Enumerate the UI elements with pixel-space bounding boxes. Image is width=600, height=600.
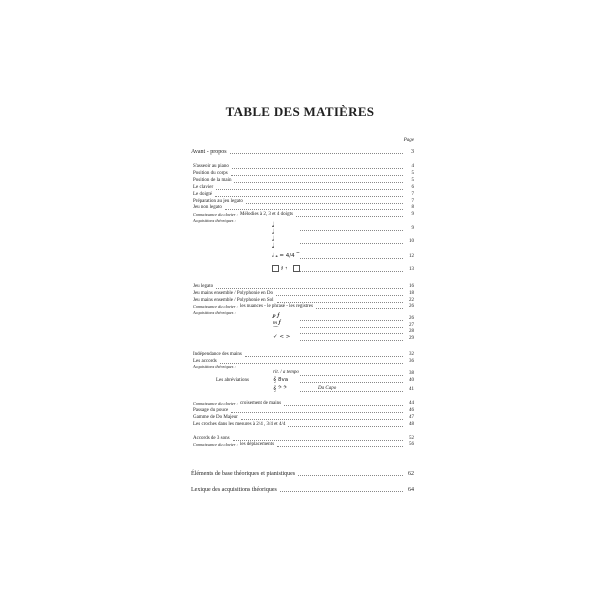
leader-dots: [220, 363, 403, 364]
leader-dots: [288, 426, 403, 427]
toc-entry-label: Connaissance du clavier :: [193, 212, 238, 217]
leader-dots: [231, 412, 403, 413]
leader-dots: [225, 209, 403, 210]
toc-sub-entry-page-number: 29: [409, 336, 414, 341]
toc-entry-label: S'asseoir au piano: [193, 164, 229, 169]
leader-dots: [216, 189, 403, 190]
toc-entry-page-number: 64: [408, 487, 414, 493]
half-notes-icon: 𝅗𝅥 𝅘𝅥: [272, 235, 275, 250]
toc-entry-page-number: 62: [408, 471, 414, 477]
toc-entry-page-number: 7: [411, 192, 414, 197]
leader-dots: [300, 340, 403, 341]
quarter-notes-icon: 𝅘𝅥 𝅗𝅥: [272, 221, 275, 236]
toc-entry-lexique: [191, 486, 414, 493]
toc-entry-label: Connaissance du clavier :: [193, 304, 238, 309]
leader-dots: [230, 153, 403, 154]
toc-entry-connaissance-3: [193, 400, 414, 407]
toc-entry-label: Connaissance du clavier :: [193, 401, 238, 406]
toc-entry-label: Connaissance du clavier :: [193, 442, 238, 447]
note-acq-3: Acquisitions théoriques :: [193, 364, 236, 369]
toc-sub-entry-sub-29: [300, 335, 414, 342]
toc-entry-connaissance-2: [193, 303, 414, 310]
toc-sub-entry-page-number: 40: [409, 378, 414, 383]
toc-entry-elements-base: [191, 470, 414, 477]
leader-dots: [300, 320, 403, 321]
toc-entry-page-number: 26: [409, 304, 414, 309]
toc-entry-page-number: 18: [409, 291, 414, 296]
rest-signs-icon: 𝄽 𝄾: [272, 265, 302, 273]
clef-signs-icon: 𝄞 𝄢 𝄢: [273, 386, 287, 392]
toc-entry-page-number: 8: [411, 205, 414, 210]
octave-marks-icon: 𝄞 8va: [273, 377, 289, 383]
leader-dots: [245, 356, 403, 357]
abbreviations-label: Les abréviations: [216, 378, 249, 383]
toc-entry-label: Jeu mains ensemble / Polyphonie en Sol: [193, 298, 274, 303]
toc-entry-label: Position du corps: [193, 171, 228, 176]
leader-dots: [216, 288, 403, 289]
leader-dots: [277, 446, 403, 447]
leader-dots: [300, 243, 403, 244]
toc-entry-label: Passage du pouce: [193, 408, 229, 413]
leader-dots: [316, 308, 403, 309]
leader-dots: [298, 475, 403, 476]
toc-entry-page-number: 5: [411, 178, 414, 183]
toc-entry-page-number: 46: [409, 408, 414, 413]
toc-entry-label: Le clavier: [193, 185, 214, 190]
toc-entry-label: Éléments de base théoriques et pianistiques: [191, 471, 296, 477]
toc-entry-label: Avant - propos: [191, 149, 227, 155]
toc-entry-label: Jeu legato: [193, 284, 214, 289]
toc-entry-gamme-do: [193, 414, 414, 421]
toc-sub-entry-sub-40: [300, 377, 414, 384]
toc-entry-page-number: 48: [409, 422, 414, 427]
toc-sub-entry-page-number: 38: [409, 371, 414, 376]
leader-dots: [300, 333, 403, 334]
toc-entry-position-corps: [193, 170, 414, 177]
leader-dots: [280, 491, 403, 492]
toc-entry-label: Le doigté: [193, 192, 213, 197]
toc-entry-label: Jeu non legato: [193, 205, 222, 210]
toc-sub-entry-sub-26: [300, 315, 414, 322]
toc-sub-entry-sub-10: [300, 238, 414, 245]
leader-dots: [296, 216, 403, 217]
leader-dots: [276, 295, 403, 296]
whole-note-time-signature-icon: 𝅗𝅥 𝅝 = 4/4 𝄻: [272, 250, 300, 259]
leader-dots: [300, 391, 403, 392]
toc-entry-page-number: 32: [409, 352, 414, 357]
toc-sub-entry-page-number: 9: [411, 226, 414, 231]
toc-entry-connaissance-1: [193, 211, 414, 218]
toc-sub-entry-sub-38: [300, 370, 414, 377]
toc-sub-entry-page-number: 41: [409, 387, 414, 392]
toc-sub-entry-page-number: 12: [409, 254, 414, 259]
toc-entry-page-number: 52: [409, 436, 414, 441]
leader-dots: [300, 230, 403, 231]
toc-entry-avant-propos: [191, 148, 414, 155]
toc-entry-label: Gamme de Do Majeur: [193, 415, 238, 420]
leader-dots: [231, 175, 403, 176]
toc-entry-page-number: 5: [411, 171, 414, 176]
da-capo-label: Da Capo: [318, 386, 337, 391]
toc-sub-entry-sub-12: [300, 253, 414, 260]
leader-dots: [300, 258, 403, 259]
toc-entry-page-number: 4: [411, 164, 414, 169]
leader-dots: [284, 405, 403, 406]
toc-entry-label-detail: croisement de mains: [240, 401, 282, 406]
toc-sub-entry-sub-13: [300, 266, 414, 273]
page-title: TABLE DES MATIÈRES: [225, 104, 375, 119]
toc-sub-entry-page-number: 27: [409, 323, 414, 328]
toc-entry-label: Préparation au jeu legato: [193, 199, 243, 204]
toc-entry-label-detail: Mélodies à 2, 3 et 4 doigts: [240, 212, 293, 217]
leader-dots: [300, 382, 403, 383]
leader-dots: [241, 419, 403, 420]
time-signature-text: 𝅝 = 4/4: [275, 253, 295, 259]
accent-crescendo-icon: ✓ < >: [273, 334, 291, 340]
dynamics-mp-mf-icon: 𝆐 𝆑: [273, 320, 281, 326]
toc-entry-page-number: 36: [409, 359, 414, 364]
slur-icon: ⌒: [273, 327, 279, 333]
toc-entry-label: Les croches dans les mesures à 2/4 , 3/4 et 4/4: [193, 422, 286, 427]
toc-entry-page-number: 47: [409, 415, 414, 420]
toc-entry-label: Les accords: [193, 359, 217, 364]
toc-entry-s-asseoir: [193, 163, 414, 170]
toc-entry-croches: [193, 421, 414, 428]
toc-entry-label-detail: les nuances - le phrasé - les registres: [240, 304, 313, 309]
toc-sub-entry-page-number: 26: [409, 316, 414, 321]
toc-entry-label: Position de la main: [193, 178, 232, 183]
leader-dots: [300, 375, 403, 376]
toc-entry-position-main: [193, 177, 414, 184]
toc-entry-page-number: 22: [409, 298, 414, 303]
toc-entry-jeu-non-legato: [193, 204, 414, 211]
toc-entry-label-detail: les déplacements: [240, 442, 275, 447]
toc-entry-page-number: 9: [411, 212, 414, 217]
toc-entry-connaissance-4: [193, 441, 414, 448]
rit-a-tempo-label: rit. / a tempo: [273, 370, 299, 375]
toc-entry-jeu-legato: [193, 283, 414, 290]
toc-sub-entry-sub-9: [300, 225, 414, 232]
toc-entry-label: Accords de 3 sons: [193, 436, 230, 441]
toc-entry-page-number: 7: [411, 199, 414, 204]
toc-sub-entry-page-number: 13: [409, 267, 414, 272]
rest-box-icon: [293, 265, 300, 272]
dynamics-p-f-icon: 𝆏 𝆑: [273, 313, 280, 319]
page-column-header: Page: [403, 138, 414, 143]
toc-entry-jeu-mains-do: [193, 290, 414, 297]
toc-entry-clavier: [193, 184, 414, 191]
toc-entry-page-number: 16: [409, 284, 414, 289]
leader-dots: [232, 168, 403, 169]
toc-entry-passage-pouce: [193, 407, 414, 414]
toc-entry-label: Lexique des acquisitions théoriques: [191, 487, 277, 493]
toc-sub-entry-page-number: 10: [409, 239, 414, 244]
toc-sub-entry-sub-28: [300, 328, 414, 335]
leader-dots: [215, 196, 403, 197]
toc-entry-label: Jeu mains ensemble / Polyphonie en Do: [193, 291, 273, 296]
toc-entry-page-number: 3: [411, 149, 414, 155]
toc-entry-independance: [193, 351, 414, 358]
toc-entry-page-number: 44: [409, 401, 414, 406]
toc-entry-page-number: 56: [409, 442, 414, 447]
note-acq-2: Acquisitions théoriques :: [193, 310, 236, 315]
toc-entry-doigte: [193, 191, 414, 198]
leader-dots: [234, 182, 403, 183]
toc-entry-label: Indépendance des mains: [193, 352, 242, 357]
rest-box-icon: [272, 265, 279, 272]
leader-dots: [300, 271, 403, 272]
note-acq-1: Acquisitions théoriques :: [193, 218, 236, 223]
toc-sub-entry-page-number: 28: [409, 329, 414, 334]
toc-entry-page-number: 6: [411, 185, 414, 190]
